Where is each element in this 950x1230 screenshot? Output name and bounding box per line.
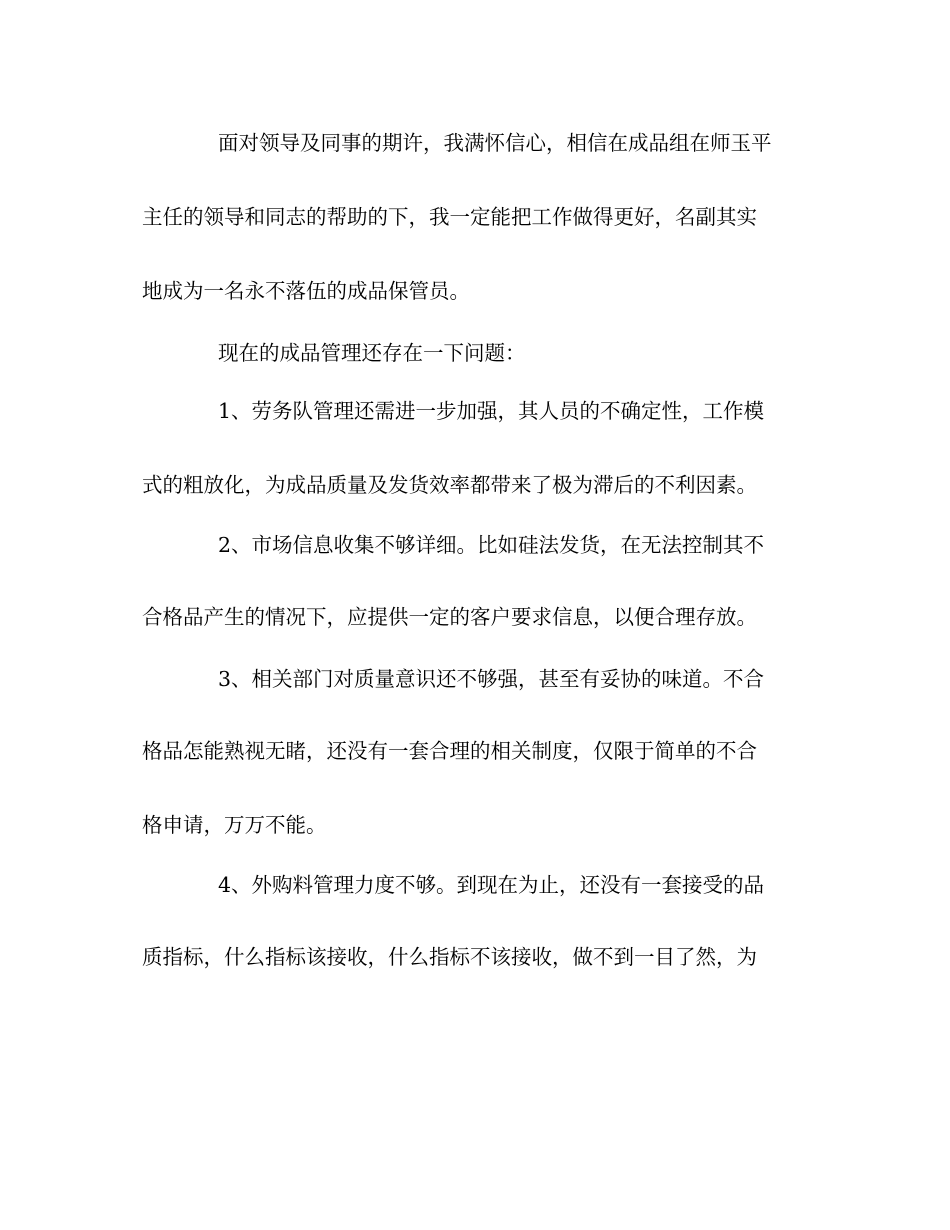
paragraph-line: 1、劳务队管理还需进一步加强，其人员的不确定性，工作模 [218,399,765,423]
paragraph-line: 格申请，万万不能。 [142,813,327,837]
paragraph-line: 式的粗放化，为成品质量及发货效率都带来了极为滞后的不利因素。 [142,473,757,497]
paragraph-line: 4、外购料管理力度不够。到现在为止，还没有一套接受的品 [218,873,765,897]
paragraph-line: 质指标，什么指标该接收，什么指标不该接收，做不到一目了然，为 [142,945,757,969]
paragraph-line: 地成为一名永不落伍的成品保管员。 [142,279,470,303]
paragraph-line: 3、相关部门对质量意识还不够强，甚至有妥协的味道。不合 [218,667,765,691]
paragraph-line: 2、市场信息收集不够详细。比如硅法发货，在无法控制其不 [218,533,765,557]
paragraph-line: 现在的成品管理还存在一下问题： [218,341,526,365]
paragraph-line: 面对领导及同事的期许，我满怀信心，相信在成品组在师玉平 [218,131,772,155]
paragraph-line: 格品怎能熟视无睹，还没有一套合理的相关制度，仅限于简单的不合 [142,739,757,763]
paragraph-line: 主任的领导和同志的帮助的下，我一定能把工作做得更好，名副其实 [142,205,757,229]
paragraph-line: 合格品产生的情况下，应提供一定的客户要求信息，以便合理存放。 [142,605,757,629]
